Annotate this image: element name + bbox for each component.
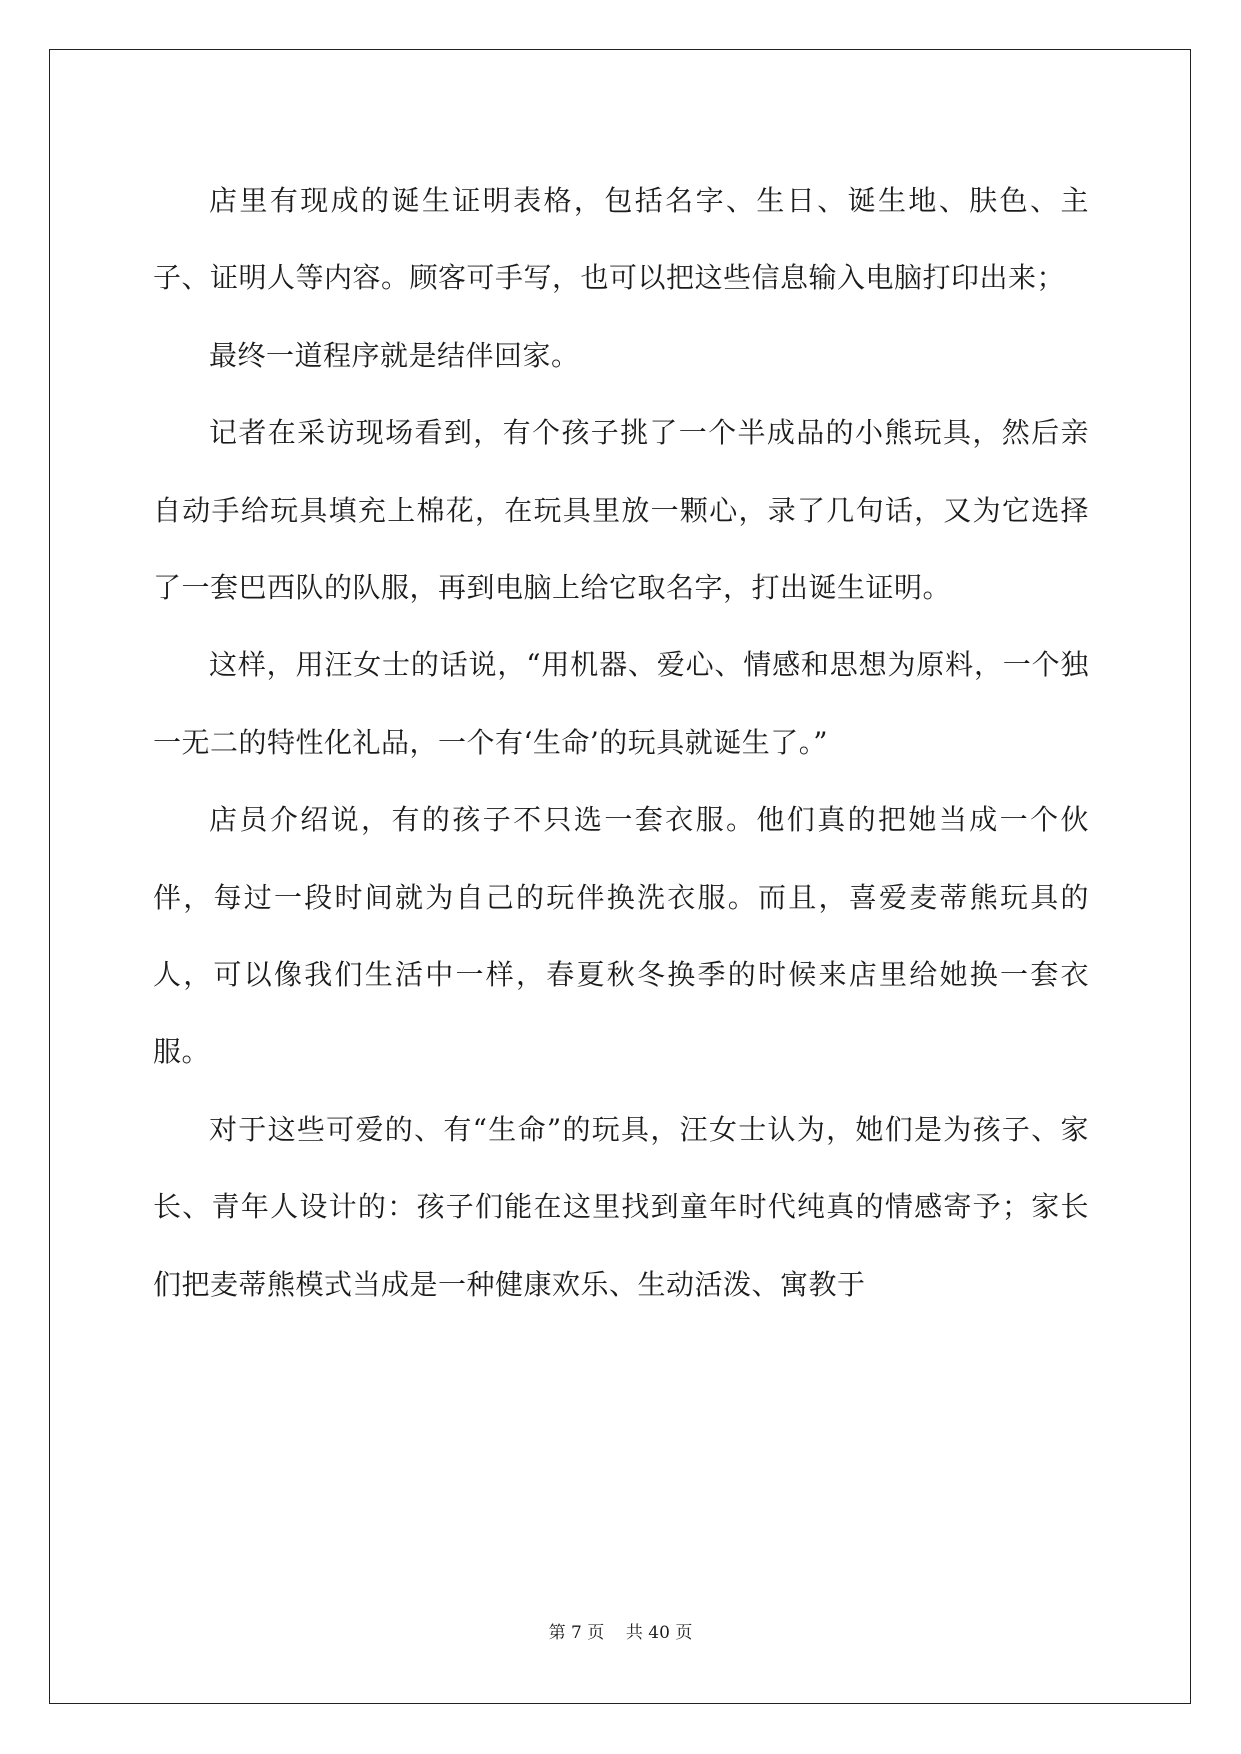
page-number: 第 7 页 共 40 页 bbox=[548, 1623, 693, 1643]
paragraph: 记者在采访现场看到，有个孩子挑了一个半成品的小熊玩具，然后亲自动手给玩具填充上棉花，在玩具里放一颗心，录了几句话，又为它选择了一套巴西队的队服，再到电脑上给它取名字，打出诞生证明。 bbox=[153, 416, 1089, 605]
document-body bbox=[153, 162, 1089, 1323]
paragraph: 这样，用汪女士的话说，“用机器、爱心、情感和思想为原料，一个独一无二的特性化礼品，一个有‘生命’的玩具就诞生了。” bbox=[153, 648, 1089, 759]
paragraph: 店员介绍说，有的孩子不只选一套衣服。他们真的把她当成一个伙伴，每过一段时间就为自己的玩伴换洗衣服。而且，喜爱麦蒂熊玩具的人，可以像我们生活中一样，春夏秋冬换季的时候来店里给她换一套衣服。 bbox=[153, 803, 1089, 1069]
paragraph: 最终一道程序就是结伴回家。 bbox=[209, 338, 580, 372]
paragraph: 店里有现成的诞生证明表格，包括名字、生日、诞生地、肤色、主子、证明人等内容。顾客可手写，也可以把这些信息输入电脑打印出来； bbox=[153, 184, 1089, 295]
paragraph: 对于这些可爱的、有“生命”的玩具，汪女士认为，她们是为孩子、家长、青年人设计的：孩子们能在这里找到童年时代纯真的情感寄予；家长们把麦蒂熊模式当成是一种健康欢乐、生动活泼、寓教于 bbox=[153, 1112, 1089, 1301]
